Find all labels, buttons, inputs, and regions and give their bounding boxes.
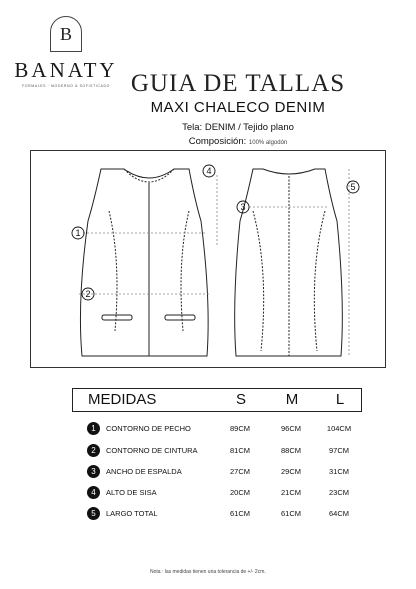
composition-label: Composición: <box>188 136 247 147</box>
tolerance-note: Nota : las medidas tienen una tolerancia de +/- 2cm. <box>150 569 266 575</box>
fabric-label: Tela: <box>182 122 203 133</box>
marker-4: 4 <box>206 166 212 176</box>
back-dart-left <box>253 211 264 351</box>
cell-size-l: 23CM <box>328 488 349 497</box>
size-l-heading: L <box>335 391 345 408</box>
front-dart-left <box>109 211 117 331</box>
row-number-badge: 3 <box>87 465 100 478</box>
row-label: CONTORNO DE CINTURA <box>106 446 198 455</box>
page-title: GUIA DE TALLAS <box>130 70 346 97</box>
cell-size-m: 96CM <box>280 424 301 433</box>
product-name: MAXI CHALECO DENIM <box>150 99 326 116</box>
row-label: CONTORNO DE PECHO <box>106 424 191 433</box>
size-s-heading: S <box>235 391 246 408</box>
cell-size-m: 88CM <box>280 446 301 455</box>
marker-3: 3 <box>240 202 246 212</box>
cell-size-m: 21CM <box>280 488 301 497</box>
brand-name: BANATY <box>14 58 118 82</box>
marker-5: 5 <box>350 182 356 192</box>
garment-sketch <box>31 151 387 369</box>
cell-size-l: 97CM <box>328 446 349 455</box>
marker-2: 2 <box>85 289 91 299</box>
row-label: LARGO TOTAL <box>106 509 158 518</box>
row-number-badge: 2 <box>87 444 100 457</box>
brand-logo <box>14 16 118 88</box>
pocket-left <box>102 315 132 320</box>
cell-size-l: 104CM <box>326 424 352 433</box>
cell-size-s: 20CM <box>229 488 250 497</box>
table-row <box>0 419 416 439</box>
table-row <box>0 462 416 482</box>
size-table-header <box>72 388 362 412</box>
cell-size-m: 29CM <box>280 467 301 476</box>
title-block <box>120 70 356 147</box>
brand-tagline: FORMALES · MODERNO & SOFISTICADO <box>22 84 110 88</box>
cell-size-s: 89CM <box>229 424 250 433</box>
marker-1: 1 <box>75 228 81 238</box>
cell-size-m: 61CM <box>280 509 301 518</box>
front-dart-right <box>181 211 189 331</box>
row-number-badge: 1 <box>87 422 100 435</box>
front-vest-outline <box>80 169 208 356</box>
brand-mark: B <box>50 16 82 52</box>
row-label: ANCHO DE ESPALDA <box>106 467 182 476</box>
table-row <box>0 504 416 524</box>
front-neckline <box>124 169 174 182</box>
cell-size-s: 81CM <box>229 446 250 455</box>
fabric-line <box>120 122 356 133</box>
row-number-badge: 5 <box>87 507 100 520</box>
cell-size-s: 61CM <box>229 509 250 518</box>
back-dart-right <box>314 211 325 351</box>
composition-value: 100% algodón <box>248 140 288 146</box>
table-row <box>0 441 416 461</box>
composition-line <box>120 136 356 147</box>
table-row <box>0 483 416 503</box>
cell-size-s: 27CM <box>229 467 250 476</box>
garment-diagram <box>30 150 386 368</box>
pocket-right <box>165 315 195 320</box>
size-m-heading: M <box>285 391 299 408</box>
fabric-value: DENIM / Tejido plano <box>204 122 294 133</box>
measures-heading: MEDIDAS <box>88 391 157 408</box>
row-label: ALTO DE SISA <box>106 488 157 497</box>
cell-size-l: 64CM <box>328 509 349 518</box>
cell-size-l: 31CM <box>328 467 349 476</box>
row-number-badge: 4 <box>87 486 100 499</box>
